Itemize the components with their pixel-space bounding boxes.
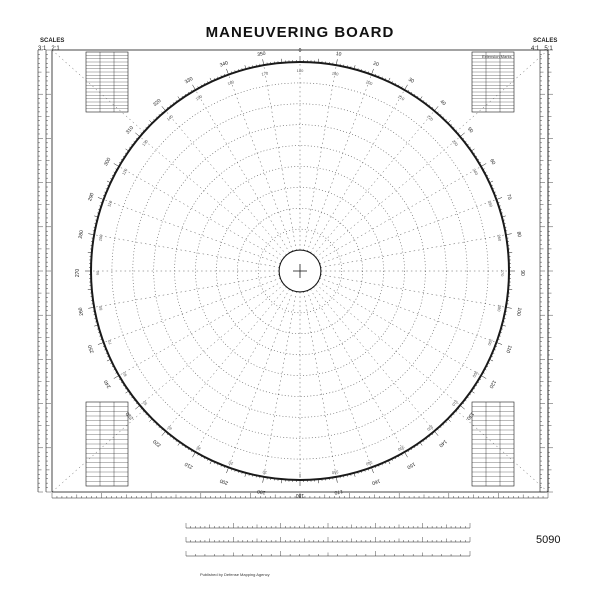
bearing-label: 130 [465, 410, 476, 421]
bearing-label: 340 [219, 60, 230, 69]
bearing-radial [94, 235, 279, 268]
bearing-radial [264, 292, 297, 477]
reciprocal-bearing-label: 120 [120, 167, 129, 176]
reciprocal-bearing-label: 310 [451, 398, 460, 408]
reciprocal-bearing-label: 300 [471, 370, 480, 379]
bearing-radial [166, 287, 287, 431]
bearing-radial [196, 289, 290, 452]
bearing-radial [307, 75, 371, 252]
degree-tick [135, 133, 140, 137]
bearing-label: 80 [515, 231, 523, 238]
degree-tick [471, 149, 474, 151]
bearing-label: 160 [370, 477, 381, 486]
degree-tick [193, 452, 196, 457]
bearing-label: 190 [256, 487, 267, 496]
bearing-radial [196, 90, 290, 253]
degree-tick [448, 120, 451, 123]
bearing-label: 30 [407, 76, 415, 85]
reciprocal-bearing-label: 330 [397, 444, 406, 453]
bearing-radial [321, 275, 506, 308]
degree-tick [481, 376, 486, 379]
bearing-label: 20 [372, 60, 380, 69]
bearing-radial [316, 137, 460, 258]
degree-tick [114, 164, 119, 167]
reciprocal-bearing-label: 90 [95, 270, 100, 276]
degree-tick [162, 431, 166, 436]
degree-tick [149, 120, 152, 123]
reciprocal-bearing-label: 0 [298, 473, 302, 478]
corner-extension [52, 50, 144, 132]
right-scales [540, 50, 553, 492]
degree-tick [471, 391, 474, 393]
corner-extension [456, 50, 548, 135]
degree-tick [162, 106, 166, 111]
bearing-radial [140, 284, 284, 405]
right-scales-label: SCALES [533, 38, 558, 44]
bearing-label: 280 [77, 229, 86, 240]
bearing-radial [310, 90, 404, 253]
bearing-radial [226, 75, 293, 252]
left-scales [38, 50, 51, 492]
corner-extension [456, 410, 548, 492]
bearing-radial [318, 281, 481, 375]
bearing-label: 320 [152, 97, 163, 108]
reciprocal-bearing-label: 110 [106, 199, 114, 208]
bearing-radial [313, 111, 434, 255]
top-right-note: Extension Marks [482, 54, 512, 59]
bearing-label: 300 [103, 156, 113, 168]
reciprocal-bearing-label: 350 [331, 469, 339, 476]
bearing-label: 290 [87, 192, 96, 203]
reciprocal-bearing-label: 220 [425, 113, 435, 122]
bearing-radial [264, 65, 297, 250]
reciprocal-bearing-label: 190 [331, 70, 339, 77]
bearing-label: 200 [219, 477, 230, 486]
left-scales-values [38, 46, 60, 52]
reciprocal-bearing-label: 130 [140, 138, 149, 148]
bearing-radial [318, 167, 481, 261]
bearing-radial [320, 200, 497, 264]
bearing-radial [310, 289, 404, 452]
bearing-label: 50 [465, 126, 475, 135]
right-scales-values [531, 46, 553, 52]
bearing-radial [104, 278, 281, 342]
bearing-label: 240 [103, 378, 113, 390]
reciprocal-bearing-label: 200 [365, 79, 374, 87]
right-scale-value-1: 4:1 [531, 46, 540, 52]
chart-number: 5090 [536, 534, 561, 546]
bearing-label: 330 [183, 76, 195, 86]
bearing-radial [166, 111, 287, 255]
bearing-radial [119, 281, 282, 378]
bearing-label: 40 [438, 98, 447, 108]
bearing-label: 0 [298, 48, 302, 54]
reciprocal-bearing-label: 20 [227, 460, 234, 467]
bearing-label: 270 [75, 268, 81, 278]
degree-tick [420, 97, 422, 100]
bearing-radial [94, 275, 279, 308]
degree-tick [405, 85, 408, 90]
left-scale-value-2: 2:1 [51, 46, 60, 52]
reciprocal-bearing-label: 230 [451, 138, 460, 148]
degree-tick [126, 391, 129, 393]
bearing-label: 250 [87, 343, 96, 354]
bearing-label: 310 [124, 125, 135, 136]
bearing-label: 90 [519, 270, 525, 276]
bearing-label: 180 [295, 492, 305, 498]
bearing-label: 230 [124, 410, 135, 421]
bearing-radial [304, 292, 337, 477]
bearing-label: 150 [405, 460, 417, 470]
bearing-label: 100 [514, 306, 523, 317]
reciprocal-bearing-label: 250 [486, 199, 494, 208]
left-scale-value-1: 3:1 [38, 46, 47, 52]
bearing-radial [316, 284, 460, 405]
bearing-label: 110 [504, 344, 513, 354]
bearing-radial [104, 200, 281, 264]
reciprocal-bearing-label: 170 [261, 70, 269, 77]
reciprocal-bearing-label: 160 [226, 79, 235, 87]
corner-extension [52, 410, 144, 492]
bearing-label: 120 [487, 378, 497, 390]
bearing-label: 170 [333, 487, 344, 496]
degree-tick [434, 106, 438, 111]
bearing-radial [304, 65, 337, 250]
bearing-radial [119, 167, 282, 261]
bearing-radial [307, 291, 371, 468]
bearing-label: 10 [335, 50, 342, 58]
degree-tick [178, 97, 180, 100]
degree-tick [135, 405, 140, 409]
degree-tick [460, 405, 465, 409]
bearing-label: 220 [152, 438, 163, 449]
reciprocal-bearing-label: 50 [141, 399, 149, 407]
reciprocal-bearing-label: 80 [97, 305, 104, 311]
bearing-radial [229, 291, 293, 468]
polar-grid [52, 50, 548, 492]
reciprocal-bearing-label: 320 [425, 424, 435, 433]
reciprocal-bearing-label: 290 [486, 338, 494, 347]
bearing-label: 210 [183, 460, 195, 470]
degree-tick [126, 149, 129, 151]
reciprocal-bearing-label: 70 [106, 339, 113, 346]
degree-tick [178, 442, 180, 445]
degree-tick [448, 419, 451, 422]
degree-tick [98, 197, 104, 199]
bearing-label: 70 [504, 193, 513, 201]
bearing-radial [313, 287, 434, 431]
reciprocal-bearing-label: 280 [496, 304, 503, 312]
degree-tick [434, 431, 438, 436]
page-title: MANEUVERING BOARD [205, 24, 395, 41]
bearing-label: 140 [437, 438, 448, 449]
degree-tick [371, 69, 373, 75]
degree-tick [98, 342, 104, 344]
reciprocal-bearing-label: 140 [165, 113, 175, 122]
right-scale-value-2: 5:1 [544, 46, 553, 52]
degree-tick [496, 197, 502, 199]
bearing-radial [320, 278, 497, 342]
bearing-radial [140, 137, 284, 258]
reciprocal-bearing-label: 270 [500, 269, 505, 277]
reciprocal-bearing-label: 180 [296, 68, 304, 73]
reciprocal-bearing-label: 60 [121, 371, 128, 378]
degree-tick [226, 69, 228, 75]
degree-tick [496, 342, 502, 344]
degree-tick [420, 442, 422, 445]
bearing-radial [321, 235, 506, 268]
reciprocal-bearing-label: 210 [397, 93, 406, 102]
bearing-label: 350 [256, 50, 267, 59]
reciprocal-bearing-label: 100 [97, 234, 104, 242]
bottom-note: Published by Defense Mapping Agency [200, 572, 270, 577]
reciprocal-bearing-label: 30 [195, 445, 202, 452]
reciprocal-bearing-label: 40 [166, 424, 174, 432]
degree-tick [226, 467, 228, 473]
reciprocal-bearing-label: 340 [365, 459, 374, 467]
degree-tick [114, 376, 119, 379]
bottom-scales [52, 493, 548, 556]
degree-tick [405, 452, 408, 457]
degree-tick [460, 133, 465, 137]
degree-tick [371, 467, 373, 473]
bearing-label: 60 [488, 158, 497, 166]
reciprocal-bearing-label: 260 [496, 234, 503, 242]
left-scales-label: SCALES [40, 38, 65, 44]
bearing-label: 260 [77, 306, 86, 317]
degree-tick [149, 419, 152, 422]
degree-tick [481, 164, 486, 167]
reciprocal-bearing-label: 240 [471, 167, 480, 176]
reciprocal-bearing-label: 150 [194, 93, 203, 102]
reciprocal-bearing-label: 10 [262, 469, 268, 476]
degree-tick [193, 85, 196, 90]
